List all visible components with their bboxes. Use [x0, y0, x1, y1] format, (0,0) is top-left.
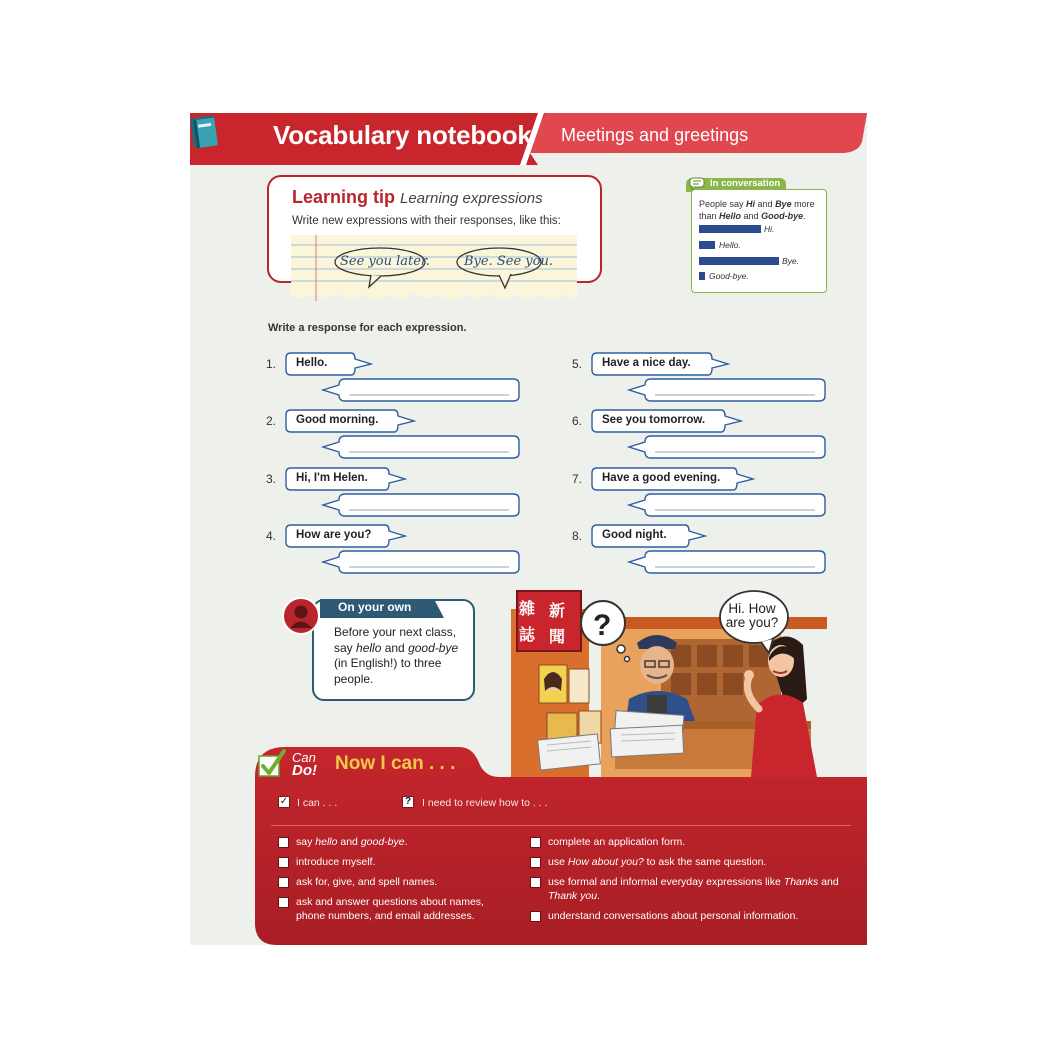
- can-do-item-text: understand conversations about personal information.: [548, 910, 799, 922]
- can-do-item-text: ask for, give, and spell names.: [296, 876, 438, 888]
- exercise-number: 4.: [266, 529, 277, 543]
- person-icon: [282, 597, 320, 635]
- key-label-can: I can . . .: [297, 797, 338, 809]
- can-do-item-text: say hello and good-bye.: [296, 836, 408, 848]
- exercise-prompt-text: Hello.: [296, 357, 328, 369]
- exercise-number: 5.: [572, 357, 583, 371]
- exercise-prompt-text: Hi, I'm Helen.: [296, 472, 368, 484]
- sign-character: 雜: [519, 599, 536, 618]
- exercise-prompt-text: Good night.: [602, 529, 667, 541]
- exercise-prompt-bubble: [285, 409, 416, 433]
- exercise-answer-field[interactable]: [627, 550, 826, 574]
- sign-character: 新: [549, 601, 566, 620]
- exercise-prompt-text: Have a nice day.: [602, 357, 691, 369]
- answer-bubble-icon: [627, 435, 826, 459]
- exercise-number: 7.: [572, 472, 583, 486]
- can-do-panel: [247, 747, 867, 945]
- exercise-answer-field[interactable]: [321, 435, 520, 459]
- key-checkbox-can: ✓: [279, 796, 289, 807]
- can-do-checkbox[interactable]: [278, 877, 289, 888]
- example-bubble-response: Bye. See you.: [464, 254, 553, 269]
- answer-bubble-icon: [321, 493, 520, 517]
- exercise-prompt-bubble: [591, 409, 743, 433]
- exercise-prompt-bubble: [285, 352, 373, 376]
- can-do-title: Now I can . . .: [335, 753, 456, 774]
- exercise-instruction: Write a response for each expression.: [268, 322, 467, 334]
- frequency-bar-label: Hello.: [719, 240, 741, 250]
- example-bubble-expression: See you later.: [340, 254, 430, 269]
- frequency-bar-label: Hi.: [764, 224, 775, 234]
- frequency-bar-label: Bye.: [782, 256, 800, 266]
- exercise-number: 1.: [266, 357, 277, 371]
- frequency-bar: [699, 225, 761, 233]
- can-do-checkbox[interactable]: [278, 897, 289, 908]
- can-do-do: Do!: [292, 762, 317, 779]
- key-label-review: I need to review how to . . .: [422, 797, 548, 809]
- can-do-item-text: use How about you? to ask the same question.: [548, 856, 767, 868]
- speech-bubble-text: Hi. How are you?: [725, 601, 779, 630]
- exercise-number: 2.: [266, 414, 277, 428]
- exercise-answer-field[interactable]: [321, 550, 520, 574]
- on-your-own-text: Before your next class, say hello and good-bye (in English!) to three people.: [334, 625, 459, 686]
- exercise-answer-field[interactable]: [321, 378, 520, 402]
- exercise-prompt-bubble: [591, 467, 755, 491]
- exercise-prompt-bubble: [285, 467, 407, 491]
- answer-bubble-icon: [321, 378, 520, 402]
- exercise-prompt-text: Good morning.: [296, 414, 379, 426]
- can-do-item-text: introduce myself.: [296, 856, 376, 868]
- learning-tip-subtitle: Learning expressions: [400, 190, 543, 207]
- exercise-answer-field[interactable]: [627, 435, 826, 459]
- on-your-own-title: On your own: [338, 600, 412, 614]
- exercise-number: 6.: [572, 414, 583, 428]
- svg-text:?: ?: [593, 609, 612, 642]
- sign-character: 誌: [519, 625, 536, 644]
- page-header: [190, 113, 867, 165]
- key-checkbox-review: ?: [402, 796, 414, 808]
- check-icon: [257, 748, 287, 780]
- frequency-bar-label: Good-bye.: [709, 271, 749, 281]
- can-do-item-text: ask and answer questions about names, phone numbers, and email addresses.: [296, 896, 484, 922]
- can-do-checkbox[interactable]: [530, 857, 541, 868]
- answer-bubble-icon: [627, 550, 826, 574]
- notebook-icon: [190, 113, 220, 149]
- exercise-number: 8.: [572, 529, 583, 543]
- can-do-item-text: use formal and informal everyday expressions like Thanks and Thank you.: [548, 876, 839, 902]
- page-title: Vocabulary notebook: [273, 120, 532, 150]
- exercise-prompt-bubble: [591, 524, 707, 548]
- learning-tip-title: Learning tip: [292, 187, 395, 207]
- answer-bubble-icon: [321, 550, 520, 574]
- lined-paper-illustration: [289, 235, 579, 303]
- answer-bubble-icon: [627, 493, 826, 517]
- can-do-can: Can: [292, 750, 316, 765]
- in-conversation-label: In conversation: [710, 178, 781, 189]
- learning-tip-text: Write new expressions with their responses, like this:: [292, 215, 561, 227]
- exercise-number: 3.: [266, 472, 277, 486]
- sign-character: 聞: [549, 627, 566, 646]
- frequency-bar: [699, 272, 705, 280]
- page-subtitle: Meetings and greetings: [561, 125, 749, 145]
- can-do-checkbox[interactable]: [278, 857, 289, 868]
- in-conversation-text: People say Hi and Bye more than Hello and Good-bye.: [699, 199, 815, 221]
- exercise-prompt-text: Have a good evening.: [602, 472, 721, 484]
- can-do-checkbox[interactable]: [278, 837, 289, 848]
- frequency-bar: [699, 257, 779, 265]
- exercise-answer-field[interactable]: [321, 493, 520, 517]
- can-do-checkbox[interactable]: [530, 911, 541, 922]
- can-do-item-text: complete an application form.: [548, 836, 686, 848]
- answer-bubble-icon: [627, 378, 826, 402]
- can-do-checkbox[interactable]: [530, 877, 541, 888]
- exercise-answer-field[interactable]: [627, 378, 826, 402]
- answer-bubble-icon: [321, 435, 520, 459]
- exercise-prompt-bubble: [285, 524, 407, 548]
- can-do-checkbox[interactable]: [530, 837, 541, 848]
- exercise-prompt-bubble: [591, 352, 730, 376]
- exercise-answer-field[interactable]: [627, 493, 826, 517]
- frequency-bar: [699, 241, 715, 249]
- textbook-page: [190, 113, 867, 945]
- exercise-prompt-text: How are you?: [296, 529, 372, 541]
- exercise-prompt-text: See you tomorrow.: [602, 414, 706, 426]
